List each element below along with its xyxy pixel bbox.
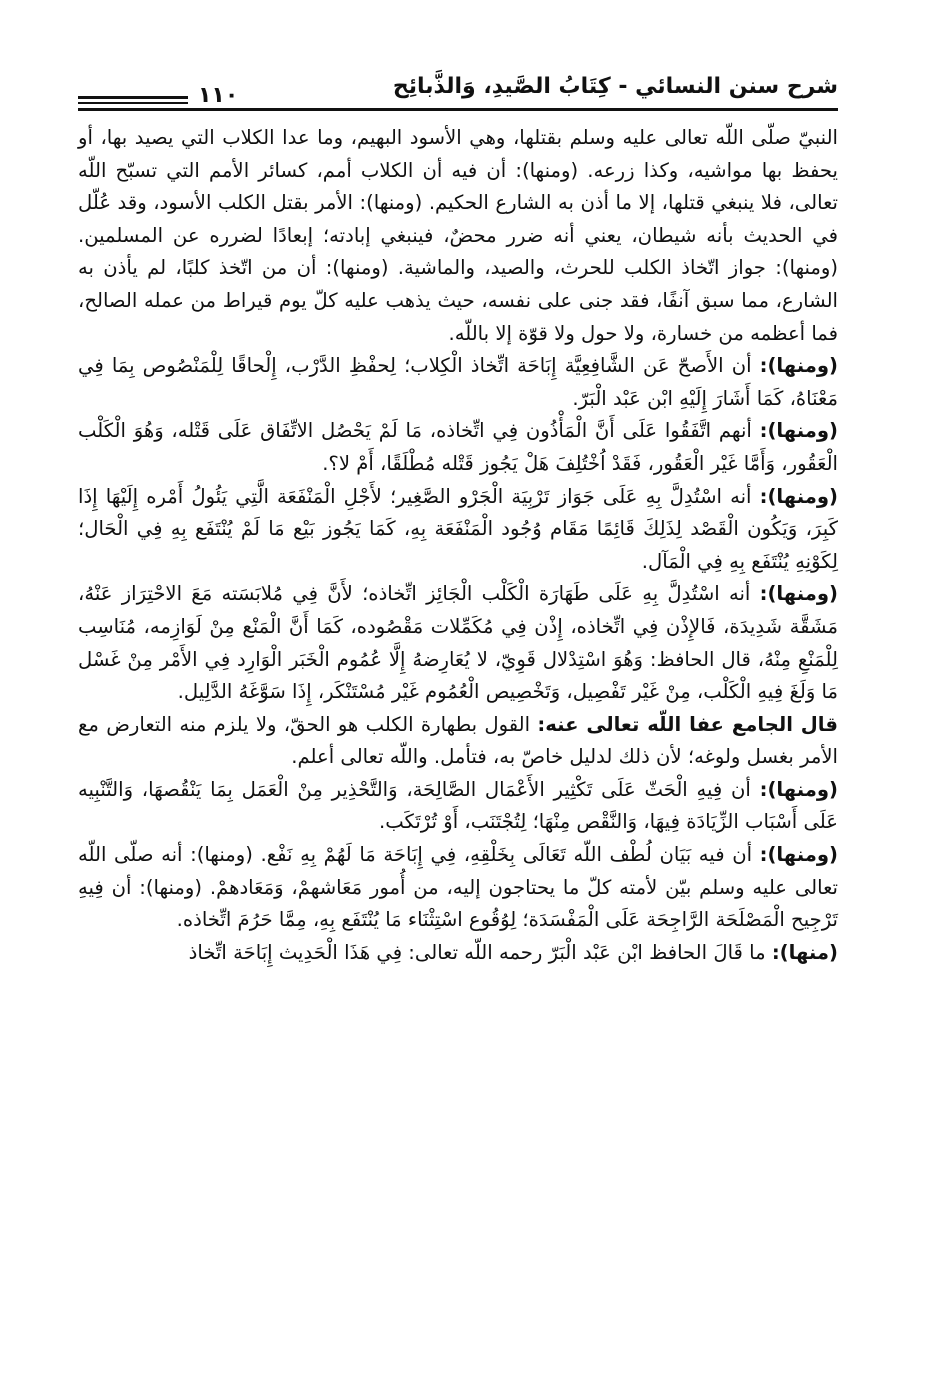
paragraph-lead: (ومنها):: [759, 843, 838, 867]
header-rule: [78, 108, 838, 111]
header-rule-short: [78, 96, 188, 99]
paragraph-text: ما قَالَ الحافظ ابْن عَبْد الْبَرّ رحمه اللّه تعالى: فِي هَذَا الْحَدِيث إِبَاحَة اتِّخاذ: [188, 940, 772, 964]
paragraph-text: أنه اسْتُدِلَّ بِهِ عَلَى جَوَاز تَرْبِيَة الْجَرْو الصَّغِير؛ لأَجْلِ الْمَنْفَعَة الَّتِي يَئُولُ أَمْره إِلَيْهَا إِذَا كَبِرَ، وَيَكُون الْقَصْد لِذَلِكَ قَائِمًا مَقَام وُجُود الْمَنْفَعَة بِهِ، كَمَا يَجُوز بَيْع مَا لَمْ يُنْتَفَع بِهِ فِي الْحَال؛ لِكَوْنِهِ يُنْتَفَع بِهِ فِي الْمَآل.: [78, 484, 838, 573]
paragraph: [78, 937, 838, 970]
paragraph-text: أن الأَصحّ عَن الشَّافِعِيَّة إِبَاحَة اتِّخاذ الْكِلاب؛ لِحفْظِ الدَّرْب، إِلْحاقًا لِلْمَنْصُوص بِمَا فِي مَعْنَاهُ، كَمَا أَشَارَ إِلَيْهِ ابْن عَبْد الْبَرّ.: [78, 354, 838, 410]
page-number: ١١٠: [198, 83, 239, 108]
paragraph-text: أنهم اتَّفَقُوا عَلَى أَنَّ الْمَأْذُون فِي اتِّخاذه، مَا لَمْ يَحْصُل الاتِّفَاق عَلَى قَتْله، وَهُوَ الْكَلْب الْعَقُور، وَأَمَّا غَيْر الْعَقُور، فَقَدْ اُخْتُلِفَ هَلْ يَجُوز قَتْله مُطْلَقًا، أَمْ لا؟.: [78, 419, 838, 475]
paragraph-text: أن فيه بَيَان لُطْف اللّه تَعَالَى بِخَلْقِهِ، فِي إِبَاحَة مَا لَهُمْ بِهِ نَفْع. (ومنها): أنه صلّى اللّه تعالى عليه وسلم بيّن لأمته كلّ ما يحتاجون إليه، من أُمور مَعَاشهمْ، وَمَعَادهمْ. (ومنها): أن فِيهِ تَرْجِيح الْمَصْلَحَة الرَّاجِحَة عَلَى الْمَفْسَدَة؛ لِوُقُوع اسْتِثْنَاء مَا يُنْتَفَع بِهِ، مِمَّا حَرُمَ اتِّخاذه.: [78, 843, 838, 932]
paragraph-text: النبيّ صلّى اللّه تعالى عليه وسلم بقتلها، وهي الأسود البهيم، وما عدا الكلاب التي يصيد بها، أو يحفظ بها مواشيه، وكذا زرعه. (ومنها): أن فيه أن الكلاب أمم، كسائر الأمم التي تسبّح اللّه تعالى، فلا ينبغي قتلها، إلا ما أذن به الشارع الحكيم. (ومنها): الأمر بقتل الكلب الأسود، وقد عُلّل في الحديث بأنه شيطان، يعني أنه ضرر محضٌ، فينبغي إبادته؛ إبعادًا لضرره عن المسلمين. (ومنها): جواز اتّخاذ الكلب للحرث، والصيد، والماشية. (ومنها): أن من اتّخذ كلبًا، لم يأذن به الشارع، مما سبق آنفًا، فقد جنى على نفسه، حيث يذهب عليه كلّ يوم قيراط من عمله الصالح، فما أعظمه من خسارة، ولا حول ولا قوّة إلا باللّه.: [78, 126, 838, 345]
paragraph-text: القول بطهارة الكلب هو الحقّ، ولا يلزم منه التعارض مع الأمر بغسل ولوغه؛ لأن ذلك لدليل خاصّ به، فتأمل. واللّه تعالى أعلم.: [78, 712, 838, 769]
paragraph: [78, 415, 838, 480]
paragraph: [78, 481, 838, 579]
paragraph-text: أن فِيهِ الْحَثّ عَلَى تَكْثِير الأَعْمَال الصَّالِحَة، وَالتَّحْذِير مِنْ الْعَمَل بِمَا يَنْقُصهَا، وَالتَّنْبِيه عَلَى أَسْبَاب الزِّيَادَة فِيهَا، وَالنَّقْص مِنْهَا؛ لِتُجْتَنَب، أَوْ تُرْتَكَب.: [78, 777, 838, 834]
paragraph-text: أنه اسْتُدِلَّ بِهِ عَلَى طَهَارَة الْكَلْب الْجَائِز اتِّخاذه؛ لأَنَّ فِي مُلابَسَته مَعَ الاحْتِرَاز عَنْهُ، مَشَقَّة شَدِيدَة، فَالإِذْن فِي اتِّخاذه، إِذْن فِي مُكَمِّلات مَقْصُوده، كَمَا أَنَّ الْمَنْع مِنْ لَوَازِمه، مُنَاسِب لِلْمَنْعِ مِنْهُ، قال الحافظ: وَهُوَ اسْتِدْلال قَوِيّ، لا يُعَارِضهُ إِلَّا عُمُوم الْخَبَر الْوَارِد فِي الأَمْر مِنْ غَسْل مَا وَلَغَ فِيهِ الْكَلْب، مِنْ غَيْر تَفْصِيل، وَتَخْصِيص الْعُمُوم غَيْر مُسْتَنْكَر، إِذَا سَوَّغَهُ الدَّلِيل.: [78, 582, 838, 704]
paragraph-lead: (ومنها):: [759, 777, 838, 801]
paragraph-lead: (ومنها):: [759, 419, 838, 443]
paragraph-lead: (ومنها):: [759, 484, 838, 508]
paragraph: [78, 122, 838, 350]
paragraph-lead: (ومنها):: [759, 354, 838, 378]
paragraph-lead: (ومنها):: [759, 582, 838, 606]
paragraph-lead: قال الجامع عفا اللّه تعالى عنه:: [537, 712, 838, 736]
paragraph: [78, 709, 838, 774]
page-header: [78, 70, 838, 112]
paragraph: [78, 839, 838, 937]
paragraph: [78, 578, 838, 708]
header-rule-short-thin: [78, 102, 188, 104]
running-title: شرح سنن النسائي - كِتَابُ الصَّيدِ، وَالذَّبائِح: [392, 74, 838, 99]
paragraph-lead: (منها):: [771, 940, 838, 964]
body-text: [78, 122, 838, 969]
page: [78, 70, 838, 969]
paragraph: [78, 774, 838, 839]
paragraph: [78, 350, 838, 415]
